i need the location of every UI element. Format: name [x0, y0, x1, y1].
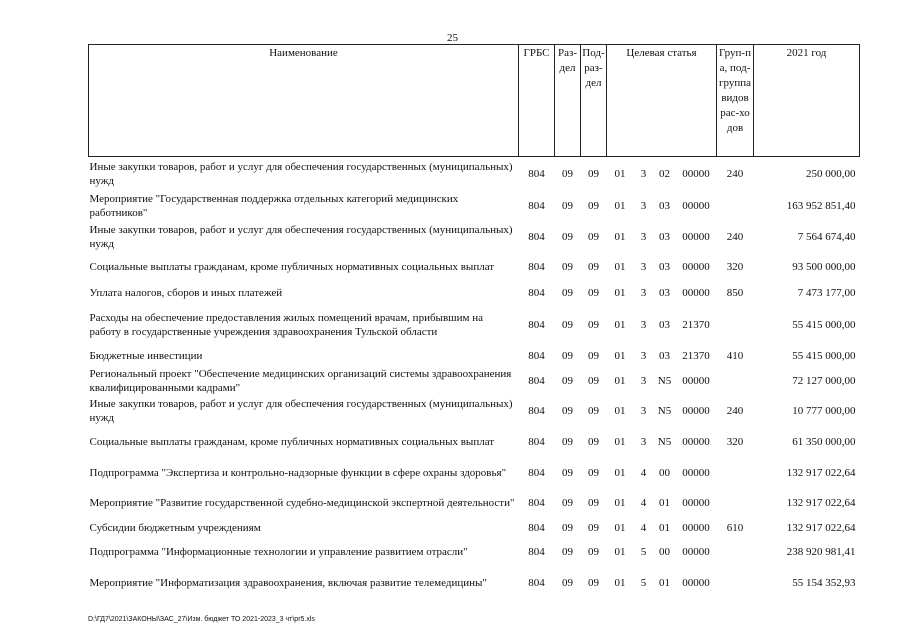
- row-razdel: 09: [562, 467, 573, 479]
- row-target-direction: 21370: [682, 318, 710, 331]
- row-podrazdel: 09: [588, 318, 599, 331]
- row-target-event: 02: [659, 167, 670, 180]
- row-podrazdel: 09: [588, 374, 599, 387]
- row-target-program: 01: [614, 436, 626, 448]
- row-target-event: 03: [659, 231, 670, 243]
- row-amount: 93 500 000,00: [792, 261, 856, 273]
- row-expense-group: [717, 538, 754, 566]
- row-expense-group: 610: [726, 521, 744, 534]
- row-expense-group: [717, 458, 754, 489]
- row-razdel: 09: [562, 405, 573, 417]
- header-razdel: Раз-дел: [555, 45, 581, 157]
- row-podrazdel: 09: [588, 521, 599, 534]
- row-razdel: 09: [562, 576, 573, 589]
- row-grbs: 804: [528, 521, 545, 534]
- row-amount: 10 777 000,00: [792, 405, 856, 417]
- row-name: Уплата налогов, сборов и иных платежей: [89, 286, 283, 299]
- page-number: 25: [447, 32, 458, 44]
- row-target-program: 01: [614, 200, 626, 212]
- table-row: [89, 538, 860, 566]
- row-amount: 55 415 000,00: [792, 318, 856, 331]
- row-grbs: 804: [528, 286, 545, 299]
- table-body: [89, 157, 860, 600]
- row-name: Подпрограмма "Экспертиза и контрольно-надзорные функции в сфере охраны здоровья": [89, 467, 507, 479]
- table-row: [89, 396, 860, 427]
- row-expense-group: 320: [726, 261, 744, 273]
- table-row: [89, 282, 860, 304]
- row-target-event: N5: [657, 405, 672, 417]
- row-target-event: 03: [659, 349, 670, 362]
- row-razdel: 09: [562, 497, 573, 509]
- table-row: [89, 518, 860, 538]
- row-expense-group: 320: [726, 436, 744, 448]
- row-expense-group: [717, 566, 754, 600]
- row-target-event: 00: [659, 467, 670, 479]
- row-target-direction: 00000: [682, 467, 710, 479]
- row-amount: 7 473 177,00: [797, 286, 856, 299]
- row-target-subprogram: 3: [640, 286, 647, 299]
- row-razdel: 09: [562, 167, 573, 180]
- row-amount: 61 350 000,00: [792, 436, 856, 448]
- row-grbs: 804: [528, 436, 545, 448]
- row-grbs: 804: [528, 167, 545, 180]
- row-grbs: 804: [528, 318, 545, 331]
- row-amount: 7 564 674,40: [797, 231, 856, 243]
- row-target-event: N5: [657, 436, 672, 448]
- row-grbs: 804: [528, 349, 545, 362]
- row-razdel: 09: [562, 200, 573, 212]
- row-name: Региональный проект "Обеспечение медицинских организаций системы здравоохранения квалифицированными кадрами": [89, 367, 512, 394]
- row-target-program: 01: [614, 545, 626, 558]
- row-target-direction: 00000: [682, 261, 710, 273]
- row-podrazdel: 09: [588, 261, 599, 273]
- row-name: Иные закупки товаров, работ и услуг для обеспечения государственных (муниципальных) нужд: [89, 160, 513, 187]
- row-name: Иные закупки товаров, работ и услуг для обеспечения государственных (муниципальных) нужд: [89, 398, 513, 424]
- row-target-program: 01: [614, 405, 626, 417]
- row-expense-group: 850: [726, 286, 744, 299]
- row-razdel: 09: [562, 261, 573, 273]
- header-year: 2021 год: [754, 45, 860, 157]
- row-amount: 132 917 022,64: [786, 497, 856, 509]
- row-amount: 250 000,00: [806, 167, 856, 180]
- row-target-subprogram: 3: [640, 405, 647, 417]
- row-target-event: N5: [657, 374, 672, 387]
- row-target-event: 01: [659, 576, 670, 589]
- row-razdel: 09: [562, 374, 573, 387]
- row-name: Подпрограмма "Информационные технологии и управление развитием отрасли": [89, 545, 468, 558]
- row-target-event: 03: [659, 286, 670, 299]
- row-target-subprogram: 3: [640, 318, 647, 331]
- row-expense-group: 410: [726, 349, 744, 362]
- row-target-event: 03: [659, 200, 670, 212]
- row-razdel: 09: [562, 349, 573, 362]
- row-target-program: 01: [614, 167, 626, 180]
- table-row: [89, 304, 860, 346]
- header-group: Груп-па, под-группа видов рас-ходов: [717, 45, 754, 157]
- row-amount: 55 154 352,93: [792, 576, 856, 589]
- row-target-subprogram: 3: [640, 200, 647, 212]
- row-target-program: 01: [614, 231, 626, 243]
- row-target-subprogram: 3: [640, 374, 647, 387]
- row-razdel: 09: [562, 436, 573, 448]
- row-podrazdel: 09: [588, 467, 599, 479]
- table-row: [89, 427, 860, 458]
- header-grbs: ГРБС: [519, 45, 555, 157]
- row-target-program: 01: [614, 576, 626, 589]
- row-target-subprogram: 5: [640, 576, 647, 589]
- row-razdel: 09: [562, 521, 573, 534]
- row-target-program: 01: [614, 521, 626, 534]
- row-target-subprogram: 3: [640, 436, 647, 448]
- row-podrazdel: 09: [588, 231, 599, 243]
- row-target-subprogram: 3: [640, 167, 647, 180]
- row-name: Мероприятие "Государственная поддержка отдельных категорий медицинских работников": [89, 193, 459, 219]
- row-podrazdel: 09: [588, 167, 599, 180]
- row-target-program: 01: [614, 286, 626, 299]
- row-grbs: 804: [528, 231, 545, 243]
- row-expense-group: [717, 366, 754, 396]
- file-path-footer: D:\ГД7\2021\ЗАКОНЫ\ЗАС_27\Изм. бюджет ТО 2021-2023_3 чт\pr5.xls: [88, 616, 315, 623]
- row-target-direction: 00000: [682, 167, 710, 180]
- row-expense-group: 240: [726, 231, 744, 243]
- row-name: Мероприятие "Развитие государственной судебно-медицинской экспертной деятельности": [89, 497, 515, 509]
- row-target-program: 01: [614, 497, 626, 509]
- table-row: [89, 253, 860, 282]
- row-razdel: 09: [562, 545, 573, 558]
- row-podrazdel: 09: [588, 497, 599, 509]
- row-expense-group: [717, 489, 754, 518]
- row-name: Бюджетные инвестиции: [89, 349, 203, 362]
- row-podrazdel: 09: [588, 286, 599, 299]
- header-target: Целевая статья: [607, 45, 717, 157]
- table-row: [89, 222, 860, 253]
- row-target-subprogram: 3: [640, 349, 647, 362]
- row-target-direction: 00000: [682, 497, 710, 509]
- row-target-subprogram: 4: [640, 467, 647, 479]
- row-razdel: 09: [562, 231, 573, 243]
- row-name: Субсидии бюджетным учреждениям: [89, 521, 261, 534]
- row-podrazdel: 09: [588, 405, 599, 417]
- row-target-direction: 21370: [682, 349, 710, 362]
- row-target-program: 01: [614, 467, 626, 479]
- row-target-event: 03: [659, 261, 670, 273]
- row-target-direction: 00000: [682, 374, 710, 387]
- row-podrazdel: 09: [588, 576, 599, 589]
- row-podrazdel: 09: [588, 349, 599, 362]
- row-grbs: 804: [528, 200, 545, 212]
- row-target-direction: 00000: [682, 286, 710, 299]
- row-target-event: 00: [659, 545, 670, 558]
- row-target-event: 01: [659, 497, 670, 509]
- table-row: [89, 566, 860, 600]
- row-target-direction: 00000: [682, 231, 710, 243]
- row-target-subprogram: 5: [640, 545, 647, 558]
- table-row: [89, 489, 860, 518]
- row-name: Иные закупки товаров, работ и услуг для обеспечения государственных (муниципальных) нужд: [89, 224, 513, 250]
- table-header-row: [89, 45, 860, 157]
- table-row: [89, 157, 860, 191]
- row-name: Социальные выплаты гражданам, кроме публичных нормативных социальных выплат: [89, 436, 495, 448]
- row-amount: 132 917 022,64: [786, 467, 856, 479]
- row-target-program: 01: [614, 374, 626, 387]
- row-amount: 132 917 022,64: [786, 521, 856, 534]
- table-row: [89, 346, 860, 366]
- row-grbs: 804: [528, 374, 545, 387]
- row-expense-group: 240: [726, 405, 744, 417]
- row-target-direction: 00000: [682, 200, 710, 212]
- header-name: Наименование: [89, 45, 519, 157]
- row-target-subprogram: 4: [640, 497, 647, 509]
- row-target-program: 01: [614, 261, 626, 273]
- row-target-program: 01: [614, 318, 626, 331]
- row-expense-group: [717, 191, 754, 222]
- row-target-direction: 00000: [682, 545, 710, 558]
- row-amount: 55 415 000,00: [792, 349, 856, 362]
- row-podrazdel: 09: [588, 200, 599, 212]
- row-amount: 163 952 851,40: [786, 200, 856, 212]
- row-razdel: 09: [562, 286, 573, 299]
- row-podrazdel: 09: [588, 545, 599, 558]
- row-target-direction: 00000: [682, 405, 710, 417]
- budget-table: [88, 44, 860, 600]
- row-grbs: 804: [528, 405, 545, 417]
- row-target-direction: 00000: [682, 576, 710, 589]
- row-name: Расходы на обеспечение предоставления жилых помещений врачам, прибывшим на работу в государственные учреждения здравоохранения Тульской области: [89, 311, 483, 338]
- row-expense-group: 240: [726, 167, 744, 180]
- row-grbs: 804: [528, 545, 545, 558]
- row-expense-group: [717, 304, 754, 346]
- row-name: Социальные выплаты гражданам, кроме публичных нормативных социальных выплат: [89, 261, 495, 273]
- row-razdel: 09: [562, 318, 573, 331]
- table-row: [89, 458, 860, 489]
- header-podrazdel: Под-раз-дел: [581, 45, 607, 157]
- row-target-subprogram: 4: [640, 521, 647, 534]
- row-amount: 72 127 000,00: [792, 374, 856, 387]
- row-grbs: 804: [528, 576, 545, 589]
- row-grbs: 804: [528, 467, 545, 479]
- row-target-subprogram: 3: [640, 231, 647, 243]
- row-podrazdel: 09: [588, 436, 599, 448]
- row-grbs: 804: [528, 497, 545, 509]
- row-name: Мероприятие "Информатизация здравоохранения, включая развитие телемедицины": [89, 576, 487, 589]
- row-target-event: 01: [659, 521, 670, 534]
- row-amount: 238 920 981,41: [786, 545, 856, 558]
- row-grbs: 804: [528, 261, 545, 273]
- table-row: [89, 191, 860, 222]
- table-row: [89, 366, 860, 396]
- row-target-event: 03: [659, 318, 670, 331]
- row-target-direction: 00000: [682, 436, 710, 448]
- row-target-program: 01: [614, 349, 626, 362]
- row-target-subprogram: 3: [640, 261, 647, 273]
- row-target-direction: 00000: [682, 521, 710, 534]
